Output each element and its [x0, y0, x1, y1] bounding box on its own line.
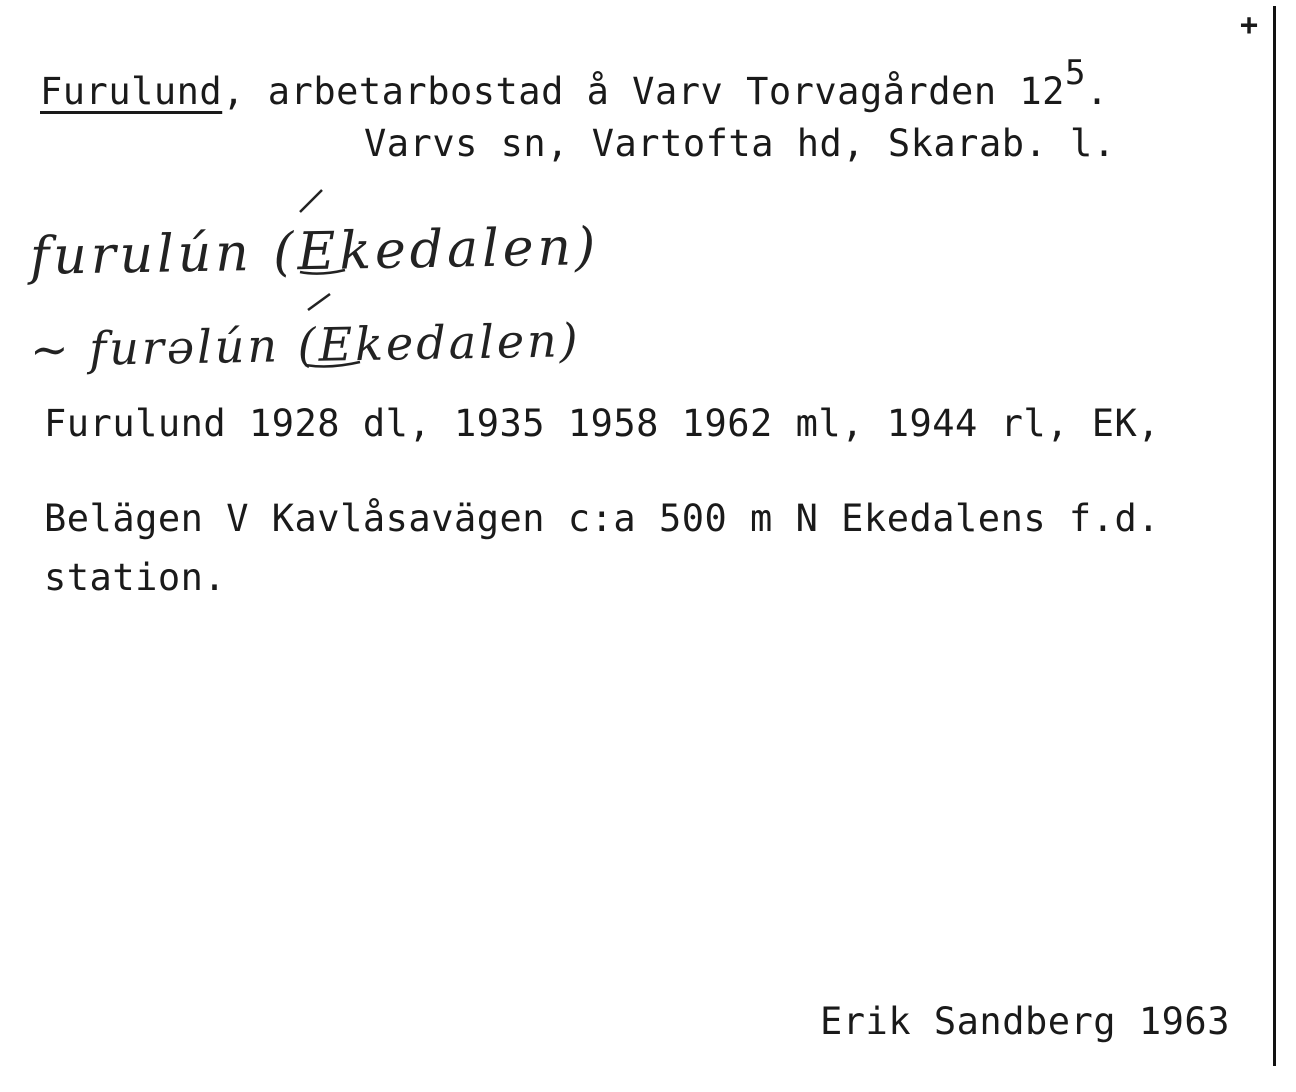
parish-line: Varvs sn, Vartofta hd, Skarab. l. — [364, 122, 1116, 165]
place-name: Furulund — [40, 70, 223, 113]
occurrence-record: Furulund 1928 dl, 1935 1958 1962 ml, 1944 rl, EK, — [44, 402, 1161, 445]
title-period: . — [1085, 70, 1109, 113]
recorder-signature: Erik Sandberg 1963 — [820, 1000, 1230, 1043]
house-number-superscript: 5 — [1064, 53, 1086, 93]
location-description-continued: station. — [44, 556, 227, 599]
corner-plus-mark: + — [1240, 8, 1259, 43]
handwritten-pronunciation-1: furulún (Ekedalen) — [29, 217, 600, 287]
place-description: , arbetarbostad å Varv Torvagården 12 — [222, 70, 1065, 113]
handwritten-pronunciation-2: ~ furəlún (Ekedalen) — [29, 313, 582, 377]
location-description: Belägen V Kavlåsavägen c:a 500 m N Ekedalens f.d. — [44, 497, 1161, 540]
